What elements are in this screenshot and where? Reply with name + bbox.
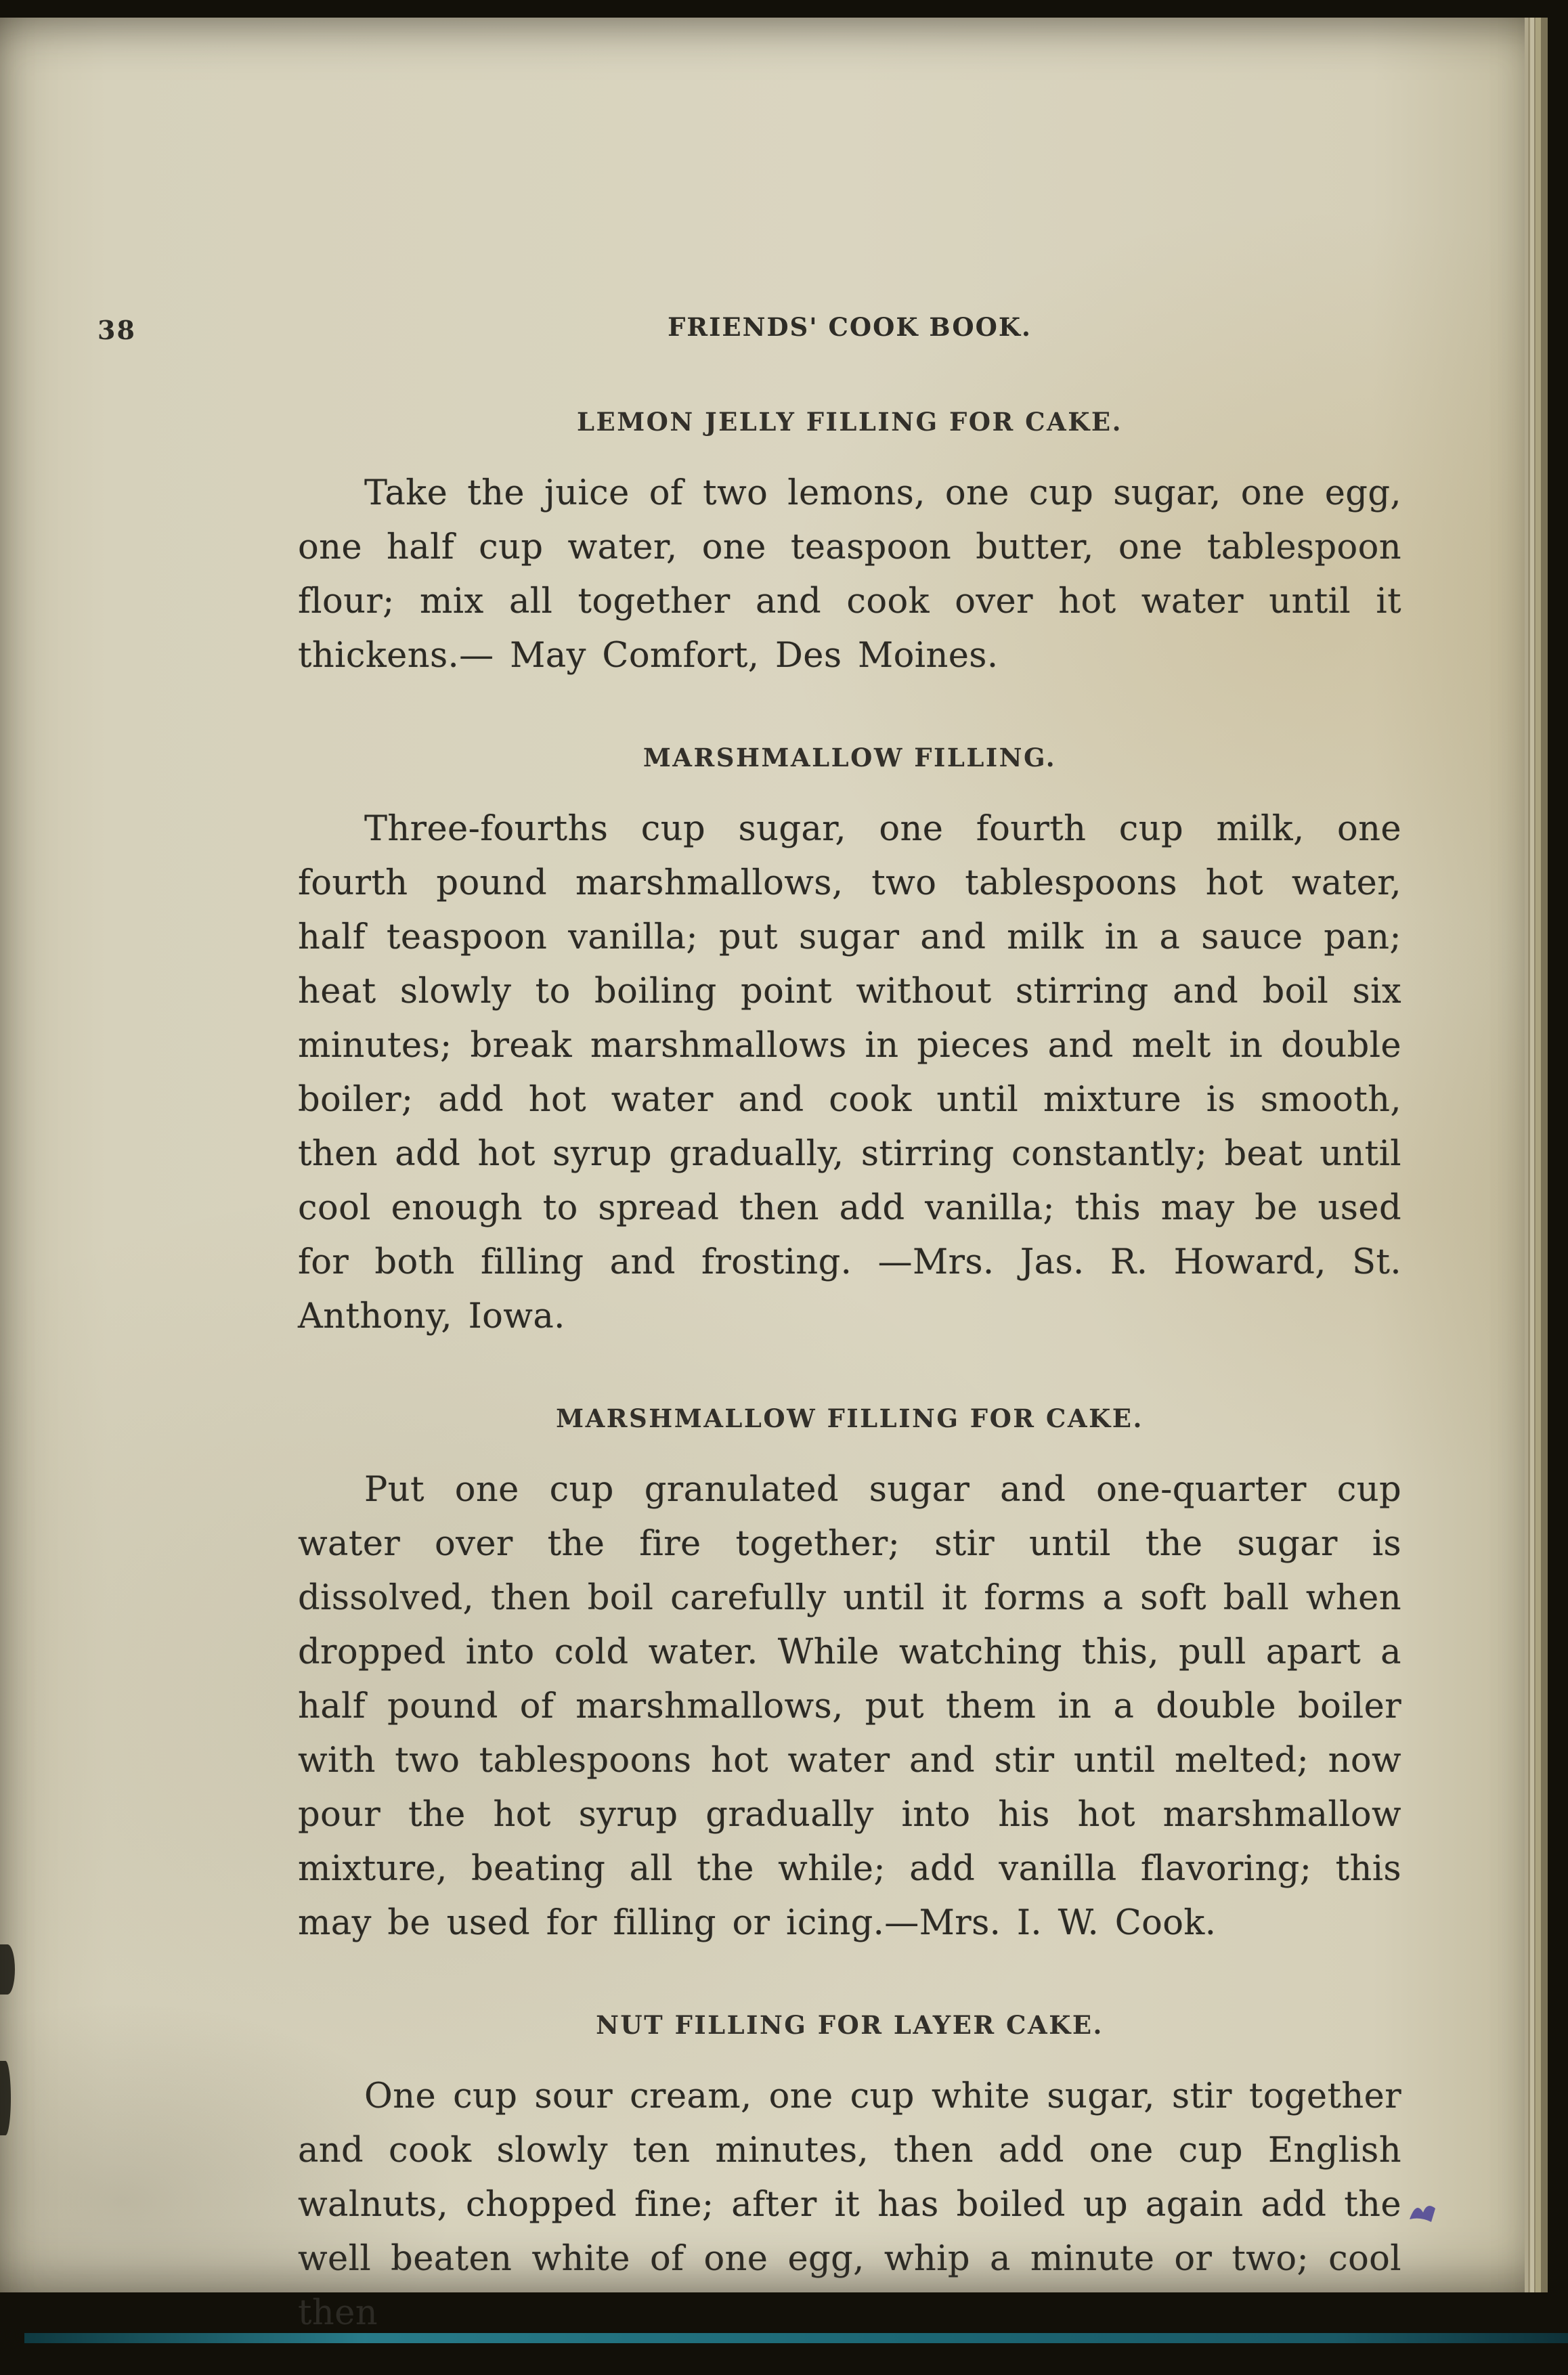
recipe-title: MARSHMALLOW FILLING FOR CAKE. [556, 1403, 1144, 1433]
recipe-body: Put one cup granulated sugar and one-quarter cup water over the fire together; stir until the sugar is dissolved, then boil carefully until it forms a soft ball when dropped into cold water. While watching this, pull apart a half pound of marshmallows, put them in a double boiler with two tablespoons hot water and stir until melted; now pour the hot syrup gradually into his hot marshmallow mixture, beating all the while; add vanilla flavoring; this may be used for filling or icing.—Mrs. I. W. Cook. [298, 1470, 1401, 1943]
recipe-section [298, 407, 1401, 683]
page-content [97, 312, 1401, 2340]
paper [0, 18, 1525, 2333]
page-edges [1525, 18, 1548, 2292]
edge-smudge [0, 1944, 15, 1995]
recipe-title: NUT FILLING FOR LAYER CAKE. [596, 2010, 1104, 2040]
recipe-title: LEMON JELLY FILLING FOR CAKE. [576, 407, 1123, 437]
running-title: FRIENDS' COOK BOOK. [668, 312, 1032, 342]
recipe-body: Take the juice of two lemons, one cup sugar, one egg, one half cup water, one teaspoon butter, one tablespoon flour; mix all together and cook over hot water until it thickens.— May Comfort, Des Moines. [298, 473, 1401, 676]
page-number: 38 [97, 315, 136, 345]
recipe-title: MARSHMALLOW FILLING. [643, 743, 1057, 772]
recipe-section [298, 2010, 1401, 2340]
ink-mark [1407, 2198, 1446, 2226]
recipe-body: Three-fourths cup sugar, one fourth cup milk, one fourth pound marshmallows, two tablespoons hot water, half teaspoon vanilla; put sugar and milk in a sauce pan; heat slowly to boiling point without stirring and boil six minutes; break marshmallows in pieces and melt in double boiler; add hot water and cook until mixture is smooth, then add hot syrup gradually, stirring constantly; beat until cool enough to spread then add vanilla; this may be used for both filling and frosting. —Mrs. Jas. R. Howard, St. Anthony, Iowa. [298, 809, 1401, 1336]
page-header [97, 312, 1401, 345]
recipe-body: One cup sour cream, one cup white sugar, stir together and cook slowly ten minutes, then add one cup English walnuts, chopped fine; after it has boiled up again add the well beaten white of one egg, whip a minute or two; cool then [298, 2076, 1401, 2333]
scanner-bed-line [24, 2333, 1568, 2343]
recipe-section [298, 1403, 1401, 1951]
recipe-section [298, 743, 1401, 1344]
edge-smudge [0, 2061, 11, 2135]
